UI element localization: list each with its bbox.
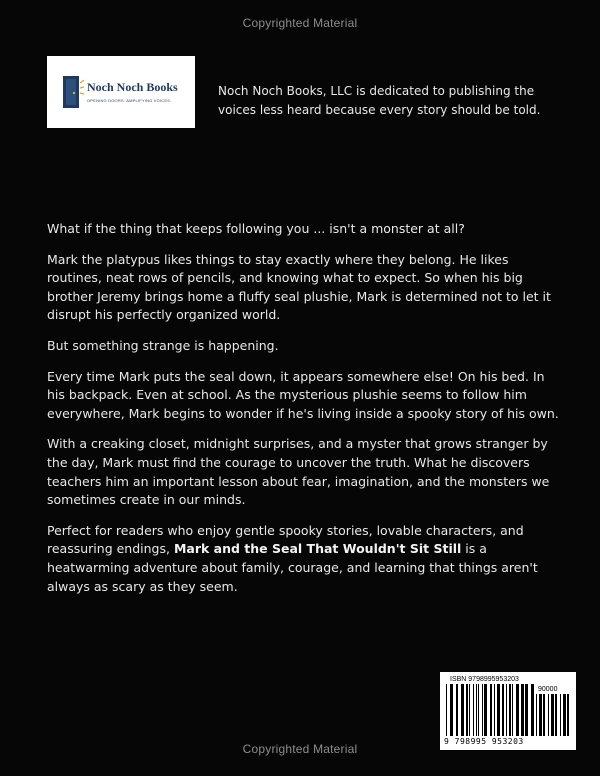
publisher-statement: Noch Noch Books, LLC is dedicated to publishing the voices less heard because every story should be told. <box>218 84 541 117</box>
price-code: 90000 <box>538 686 558 693</box>
book-title: Mark and the Seal That Wouldn't Sit Still <box>173 541 462 557</box>
description-paragraph: What if the thing that keeps following you ... isn't a monster at all? <box>47 221 465 236</box>
copyright-watermark-bottom: Copyrighted Material <box>242 742 358 756</box>
book-description <box>47 220 563 608</box>
barcode-addon-bars <box>536 694 570 736</box>
description-text: Perfect for readers who enjoy gentle spooky stories, lovable characters, and reassuring endings, <box>47 522 524 557</box>
barcode-bars <box>446 684 534 736</box>
description-paragraph: With a creaking closet, midnight surprises, and a myster that grows stranger by the day, Mark must find the courage to uncover the truth. What he discovers teachers him an important lesson about fear, imagination, and the monsters we sometimes create in our minds. <box>47 436 550 508</box>
description-paragraph <box>47 522 563 596</box>
description-text: is a heatwarming adventure about family, courage, and learning that things aren't always as scary as they seem. <box>47 541 538 594</box>
copyright-watermark-top: Copyrighted Material <box>242 16 358 30</box>
publisher-logo <box>47 56 195 128</box>
description-paragraph: Every time Mark puts the seal down, it appears somewhere else! On his bed. In his backpack. Even at school. As the mysterious plushie seems to follow him everywhere, Mark begins to wonder if he's living inside a spooky story of his own. <box>47 368 559 421</box>
door-icon <box>59 74 85 110</box>
isbn-barcode <box>440 672 576 750</box>
description-paragraph: But something strange is happening. <box>47 337 279 353</box>
isbn-label: ISBN 9798995953203 <box>450 676 519 683</box>
description-paragraph: Mark the platypus likes things to stay exactly where they belong. He likes routines, neat rows of pencils, and knowing what to expect. So when his big brother Jeremy brings home a fluffy seal plushie, Mark is determined not to let it disrupt his perfectly organized world. <box>47 251 551 323</box>
logo-tagline: OPENING DOORS. AMPLIFYING VOICES. <box>87 98 172 103</box>
logo-title: Noch Noch Books <box>87 80 178 94</box>
isbn-digits: 9 798995 953203 <box>444 737 524 746</box>
